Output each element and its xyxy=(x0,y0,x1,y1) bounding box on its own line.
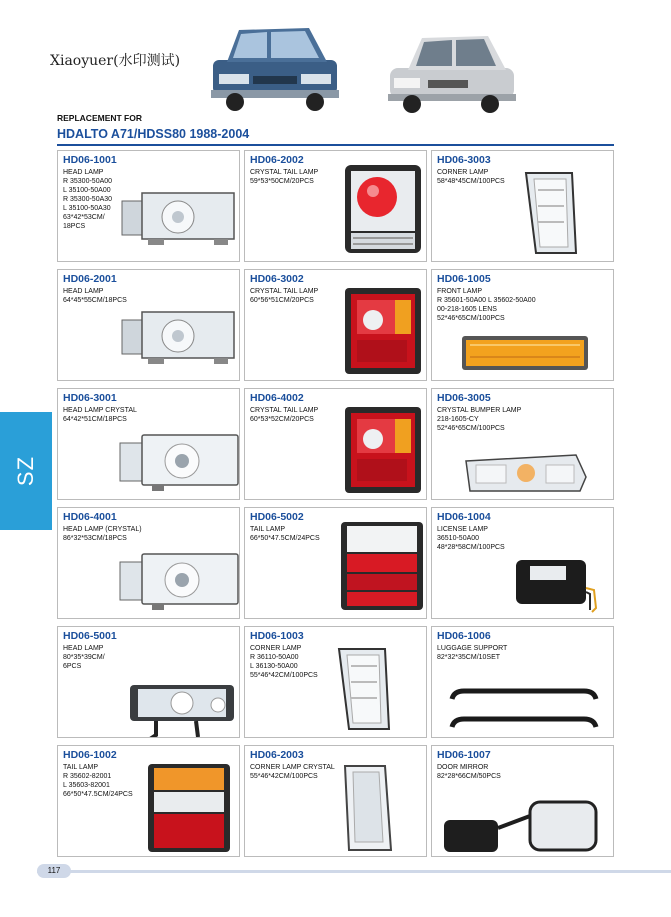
page-number: 117 xyxy=(37,864,71,878)
product-code: HD06-1007 xyxy=(437,749,491,761)
replacement-label: REPLACEMENT FOR xyxy=(57,113,142,123)
product-description: CRYSTAL TAIL LAMP 59*53*50CM/20PCS xyxy=(250,169,319,185)
side-tab xyxy=(0,412,52,530)
product-code: HD06-4002 xyxy=(250,392,304,404)
product-description: LICENSE LAMP 36510-50A00 48*28*58CM/100PCS xyxy=(437,526,505,551)
tail-lamp-red-white-icon xyxy=(335,520,427,612)
product-code: HD06-1003 xyxy=(250,630,304,642)
product-card xyxy=(244,388,427,500)
crystal-tail-lamp-round-icon xyxy=(333,163,425,257)
front-lamp-amber-icon xyxy=(460,332,592,374)
product-card xyxy=(57,745,240,857)
product-card xyxy=(57,507,240,619)
product-description: HEAD LAMP CRYSTAL 64*42*51CM/18PCS xyxy=(63,407,137,423)
product-description: HEAD LAMP (CRYSTAL) 86*32*53CM/18PCS xyxy=(63,526,142,542)
product-description: HEAD LAMP 64*45*55CM/18PCS xyxy=(63,288,127,304)
product-code: HD06-1004 xyxy=(437,511,491,523)
product-description: CORNER LAMP R 36110-50A00 L 36130-50A00 55*46*42CM/100PCS xyxy=(250,645,318,679)
head-lamp-crystal-icon xyxy=(118,431,240,495)
product-description: CORNER LAMP CRYSTAL 55*46*42CM/100PCS xyxy=(250,764,335,780)
head-lamp-crystal-icon xyxy=(118,550,240,614)
side-tab-label: SZ xyxy=(13,455,38,487)
product-code: HD06-2003 xyxy=(250,749,304,761)
crystal-tail-lamp-red-icon xyxy=(333,286,425,378)
bumper-lamp-crystal-icon xyxy=(462,451,590,495)
product-card xyxy=(431,745,614,857)
corner-lamp-crystal-icon xyxy=(333,762,397,854)
product-card xyxy=(244,269,427,381)
product-card xyxy=(57,269,240,381)
corner-lamp-clear-icon xyxy=(516,169,582,259)
product-card xyxy=(431,507,614,619)
product-card xyxy=(431,150,614,262)
crystal-tail-lamp-red-icon xyxy=(333,405,425,497)
product-code: HD06-5001 xyxy=(63,630,117,642)
tail-lamp-amber-red-icon xyxy=(142,762,236,854)
product-code: HD06-1001 xyxy=(63,154,117,166)
license-lamp-icon xyxy=(512,552,602,614)
door-mirror-icon xyxy=(440,798,600,856)
product-description: CRYSTAL TAIL LAMP 60*53*52CM/20PCS xyxy=(250,407,319,423)
product-description: DOOR MIRROR 82*28*66CM/50PCS xyxy=(437,764,501,780)
head-lamp-icon xyxy=(118,187,240,249)
product-grid xyxy=(57,150,614,860)
product-description: HEAD LAMP R 35300-50A00 L 35100-50A00 R 35300-50A30 L 35100-50A30 63*42*53CM/ 18PCS xyxy=(63,169,113,230)
product-description: TAIL LAMP 66*50*47.5CM/24PCS xyxy=(250,526,320,542)
product-description: LUGGAGE SUPPORT 82*32*35CM/10SET xyxy=(437,645,508,661)
corner-lamp-clear-icon xyxy=(329,645,395,735)
product-description: TAIL LAMP R 35602-82001 L 35603-82001 66*50*47.5CM/24PCS xyxy=(63,764,133,798)
product-code: HD06-1006 xyxy=(437,630,491,642)
product-card xyxy=(431,269,614,381)
product-card xyxy=(431,388,614,500)
head-lamp-icon xyxy=(118,306,240,368)
product-code: HD06-3005 xyxy=(437,392,491,404)
product-code: HD06-2002 xyxy=(250,154,304,166)
product-code: HD06-5002 xyxy=(250,511,304,523)
product-description: CRYSTAL BUMPER LAMP 218-1605-CY 52*46*65CM/100PCS xyxy=(437,407,522,432)
product-card xyxy=(431,626,614,738)
luggage-support-icon xyxy=(444,685,604,733)
product-card xyxy=(244,507,427,619)
product-card xyxy=(244,745,427,857)
product-code: HD06-3003 xyxy=(437,154,491,166)
product-description: HEAD LAMP 80*35*39CM/ 6PCS xyxy=(63,645,105,670)
product-card xyxy=(57,150,240,262)
product-card xyxy=(244,150,427,262)
product-card xyxy=(57,626,240,738)
product-code: HD06-1005 xyxy=(437,273,491,285)
title-rule xyxy=(57,144,614,146)
product-code: HD06-3001 xyxy=(63,392,117,404)
blue-car-image xyxy=(205,22,345,112)
silver-car-image xyxy=(382,28,522,114)
product-code: HD06-1002 xyxy=(63,749,117,761)
product-description: FRONT LAMP R 35601-50A00 L 35602-50A00 00-218-1605 LENS 52*46*65CM/100PCS xyxy=(437,288,536,322)
watermark: Xiaoyuer(水印测试) xyxy=(50,53,181,69)
product-code: HD06-2001 xyxy=(63,273,117,285)
model-title: HDALTO A71/HDSS80 1988-2004 xyxy=(57,127,250,141)
product-code: HD06-4001 xyxy=(63,511,117,523)
page-bar xyxy=(37,870,671,873)
product-card xyxy=(57,388,240,500)
product-description: CRYSTAL TAIL LAMP 60*56*51CM/20PCS xyxy=(250,288,319,304)
product-description: CORNER LAMP 58*48*45CM/100PCS xyxy=(437,169,505,185)
product-code: HD06-3002 xyxy=(250,273,304,285)
head-lamp-bracket-icon xyxy=(126,679,238,738)
product-card xyxy=(244,626,427,738)
